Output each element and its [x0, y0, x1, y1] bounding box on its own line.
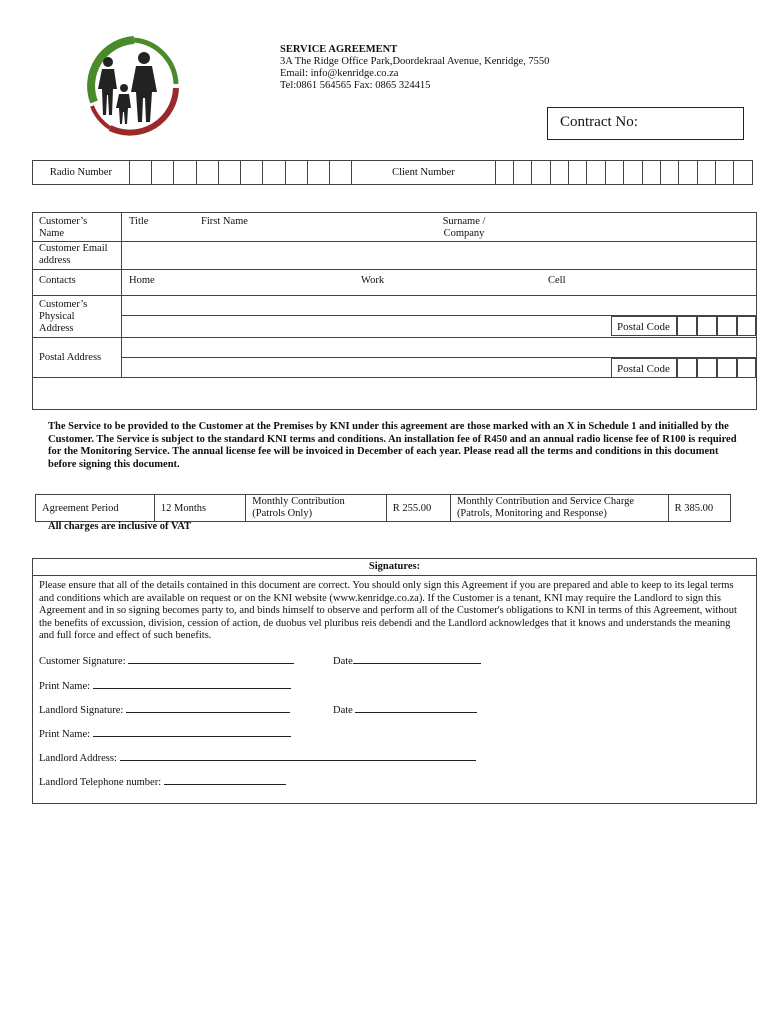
customer-details-form — [32, 212, 757, 410]
client-digit-box[interactable] — [605, 161, 623, 185]
client-number-label: Client Number — [352, 161, 495, 185]
email-label: Customer Email address — [39, 243, 108, 266]
signatures-disclaimer: Please ensure that all of the details contained in this document are correct. You should only sign this Agreement if you are prepared and able to keep to its legal terms and conditions which are available on request or on the KNI website (www.kenridge.co.za). If the Customer is a tenant, KNI may require the Landlord to sign this Agreement and in so signing becomes party to, and binds himself to observe and perform all of the Customer's obligations to KNI in terms of this Agreement, without the benefits of excussion, division, cession of action, de duobus vel pluribus reis debendi and the Landlord acknowledges that it knows and understands the meaning and full force and effect of such benefits. — [39, 580, 737, 641]
radio-digit-box[interactable] — [174, 161, 196, 185]
landlord-signature-field[interactable] — [39, 702, 290, 716]
print-name-field-2[interactable] — [39, 726, 291, 740]
postal-code-box[interactable] — [677, 358, 697, 378]
landlord-telephone-line[interactable] — [164, 774, 286, 785]
client-digit-box[interactable] — [697, 161, 715, 185]
signatures-heading: Signatures: — [33, 559, 756, 576]
agreement-period-label: Agreement Period — [36, 495, 155, 522]
company-header — [280, 44, 549, 92]
postal-address-label: Postal Address — [39, 352, 102, 363]
radio-digit-box[interactable] — [330, 161, 352, 185]
radio-digit-box[interactable] — [263, 161, 285, 185]
radio-number-label: Radio Number — [33, 161, 130, 185]
date-label-2: Date — [333, 705, 353, 716]
client-digit-box[interactable] — [587, 161, 605, 185]
radio-client-row — [32, 160, 753, 185]
contacts-label: Contacts — [39, 275, 76, 286]
postal-code-box[interactable] — [697, 358, 717, 378]
landlord-telephone-field[interactable] — [39, 774, 286, 788]
print-name-line-1[interactable] — [93, 678, 291, 689]
landlord-signature-label: Landlord Signature: — [39, 705, 124, 716]
service-terms-paragraph: The Service to be provided to the Customer at the Premises by KNI under this agreement are those marked with an X in Schedule 1 and initialled by the Customer. The Service is subject to the standard KNI terms and conditions. An installation fee of R450 and an annual radio license fee of R100 is required for the Monitoring Service. The annual license fee will be invoiced in December of each year. Please read all the terms and conditions in this document before signing this document. — [48, 421, 737, 470]
postal-code-box[interactable] — [697, 316, 717, 336]
client-digit-box[interactable] — [716, 161, 734, 185]
first-name-label: First Name — [201, 216, 248, 227]
print-name-label-1: Print Name: — [39, 681, 91, 692]
postal-code-box[interactable] — [717, 358, 737, 378]
radio-digit-box[interactable] — [285, 161, 307, 185]
postal-code-box[interactable] — [737, 358, 756, 378]
surname-label: Surname / Company — [442, 216, 486, 239]
signatures-section — [32, 558, 757, 804]
landlord-address-field[interactable] — [39, 750, 476, 764]
radio-digit-box[interactable] — [152, 161, 174, 185]
vat-note: All charges are inclusive of VAT — [48, 521, 192, 532]
agreement-table — [35, 494, 731, 522]
physical-address-label: Customer’s Physical Address — [39, 299, 88, 334]
monthly-service-value: R 385.00 — [668, 495, 730, 522]
print-name-line-2[interactable] — [93, 726, 291, 737]
customer-signature-line[interactable] — [128, 653, 294, 664]
client-digit-box[interactable] — [532, 161, 550, 185]
customer-signature-label: Customer Signature: — [39, 656, 126, 667]
agreement-period-value: 12 Months — [154, 495, 245, 522]
postal-code-label: Postal Code — [611, 316, 677, 336]
title-label: Title — [129, 216, 149, 227]
landlord-signature-line[interactable] — [126, 702, 290, 713]
date-line-2[interactable] — [355, 702, 477, 713]
landlord-address-line[interactable] — [120, 750, 476, 761]
customer-signature-field[interactable] — [39, 653, 294, 667]
contract-label: Contract No: — [560, 114, 638, 130]
radio-digit-box[interactable] — [241, 161, 263, 185]
client-digit-box[interactable] — [642, 161, 660, 185]
print-name-label-2: Print Name: — [39, 729, 91, 740]
postal-code-box[interactable] — [737, 316, 756, 336]
radio-digit-box[interactable] — [129, 161, 151, 185]
landlord-address-label: Landlord Address: — [39, 753, 117, 764]
client-digit-box[interactable] — [513, 161, 531, 185]
company-logo — [80, 32, 188, 140]
client-digit-box[interactable] — [679, 161, 697, 185]
landlord-telephone-label: Landlord Telephone number: — [39, 777, 162, 788]
cell-label: Cell — [548, 275, 566, 286]
postal-code-label-2: Postal Code — [611, 358, 677, 378]
date-field-1[interactable] — [333, 653, 481, 667]
client-digit-box[interactable] — [734, 161, 753, 185]
company-address: 3A The Ridge Office Park,Doordekraal Avenue, Kenridge, 7550 — [280, 56, 550, 67]
radio-digit-box[interactable] — [196, 161, 218, 185]
home-label: Home — [129, 275, 155, 286]
radio-digit-box[interactable] — [218, 161, 240, 185]
client-digit-box[interactable] — [624, 161, 642, 185]
date-field-2[interactable] — [333, 702, 477, 716]
date-line-1[interactable] — [353, 653, 481, 664]
monthly-contribution-label: Monthly Contribution (Patrols Only) — [246, 495, 386, 522]
company-email: Email: info@kenridge.co.za — [280, 68, 399, 79]
date-label-1: Date — [333, 656, 353, 667]
print-name-field-1[interactable] — [39, 678, 291, 692]
monthly-contribution-value: R 255.00 — [386, 495, 450, 522]
client-digit-box[interactable] — [550, 161, 568, 185]
postal-code-box[interactable] — [677, 316, 697, 336]
client-digit-box[interactable] — [495, 161, 513, 185]
client-digit-box[interactable] — [660, 161, 678, 185]
contract-number-box[interactable] — [547, 107, 744, 140]
radio-digit-box[interactable] — [307, 161, 329, 185]
customer-name-label: Customer’s Name — [39, 216, 88, 239]
monthly-service-label: Monthly Contribution and Service Charge (Patrols, Monitoring and Response) — [450, 495, 668, 522]
client-digit-box[interactable] — [569, 161, 587, 185]
company-phone: Tel:0861 564565 Fax: 0865 324415 — [280, 80, 431, 91]
document-title: SERVICE AGREEMENT — [280, 44, 398, 55]
work-label: Work — [361, 275, 385, 286]
postal-code-box[interactable] — [717, 316, 737, 336]
